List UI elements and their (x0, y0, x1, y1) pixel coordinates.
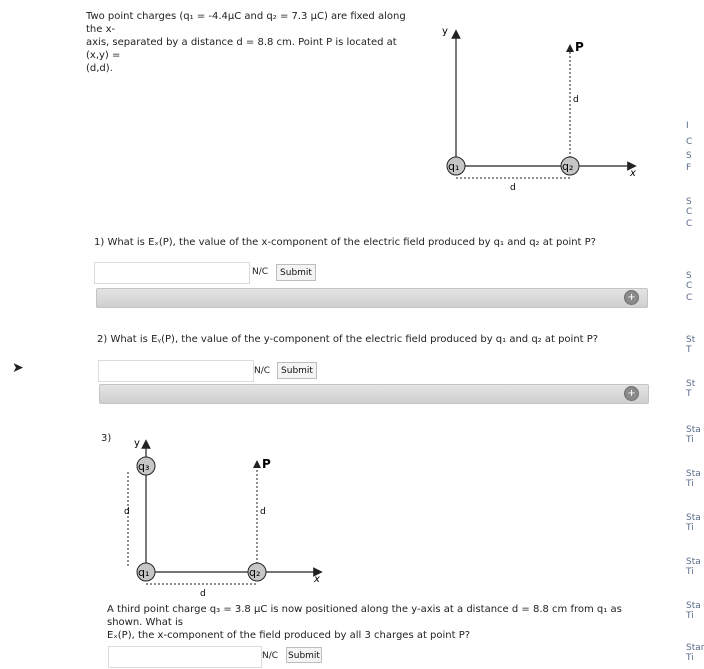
point-p-marker (253, 460, 261, 468)
question-3-number: 3) (101, 433, 112, 444)
sidebar-item[interactable]: C (686, 281, 693, 291)
y-axis-label: y (134, 438, 140, 449)
charge-q3-label: q₃ (138, 460, 150, 473)
sidebar-item[interactable]: T (686, 389, 692, 399)
sidebar-item[interactable]: Sta (686, 469, 701, 479)
sidebar-item[interactable]: Ti (686, 523, 694, 533)
figure-1-diagram (420, 18, 650, 198)
sidebar-item[interactable]: C (686, 293, 693, 303)
sidebar-item[interactable]: S (686, 271, 692, 281)
question-1-hint-bar[interactable] (96, 288, 648, 308)
question-1-answer-input[interactable] (94, 262, 250, 284)
plus-circle-icon[interactable]: + (624, 290, 639, 305)
question-2-unit: N/C (254, 366, 271, 376)
question-3-submit-button[interactable]: Submit (286, 647, 322, 663)
problem-line-2: axis, separated by a distance d = 8.8 cm. Point P is located at (x,y) = (86, 37, 397, 61)
question-2-hint-bar[interactable] (99, 384, 649, 404)
x-axis-label: x (314, 574, 320, 585)
sidebar-item[interactable]: Sta (686, 601, 701, 611)
x-axis-label: x (630, 168, 636, 179)
d-vertical-label: d (573, 95, 579, 105)
charge-q2-label: q₂ (562, 160, 574, 173)
sidebar-item[interactable]: T (686, 345, 692, 355)
sidebar-item[interactable]: I (686, 121, 689, 131)
y-axis-label: y (442, 26, 448, 37)
sidebar-item[interactable]: Ti (686, 567, 694, 577)
point-p-label: P (575, 40, 584, 54)
question-3-answer-input[interactable] (108, 646, 262, 668)
d-horizontal-label: d (510, 183, 516, 193)
charge-q2-label: q₂ (249, 566, 261, 579)
sidebar-item[interactable]: S (686, 151, 692, 161)
sidebar-item[interactable]: C (686, 207, 693, 217)
charge-q1-label: q₁ (138, 566, 150, 579)
sidebar-item[interactable]: Ti (686, 479, 694, 489)
point-p-label: P (262, 457, 271, 471)
question-1-number: 1) (94, 237, 105, 248)
sidebar-item[interactable]: F (686, 163, 692, 173)
question-3-text (107, 603, 647, 642)
sidebar-item[interactable]: C (686, 219, 693, 229)
sidebar-item[interactable]: Sta (686, 425, 701, 435)
problem-statement (86, 10, 416, 75)
sidebar-item[interactable]: C (686, 137, 693, 147)
sidebar-item[interactable]: Star (686, 643, 704, 653)
question-2-number: 2) (97, 334, 108, 345)
figure-2-diagram (114, 438, 334, 598)
sidebar-item[interactable]: S (686, 197, 692, 207)
question-1-text (94, 236, 614, 249)
d-bottom-label: d (200, 589, 206, 599)
d-right-label: d (260, 507, 266, 517)
question-2-text (97, 333, 617, 346)
question-1-prompt: What is Eₓ(P), the value of the x-component of the electric field produced by q₁ and q₂ at point P? (107, 237, 596, 248)
charge-q1-label: q₁ (448, 160, 460, 173)
cursor-arrow-icon: ➤ (12, 360, 24, 376)
question-1-submit-button[interactable]: Submit (276, 264, 316, 281)
d-left-label: d (124, 507, 130, 517)
question-1-unit: N/C (252, 267, 269, 277)
question-3-unit: N/C (262, 651, 279, 661)
problem-line-1: Two point charges (q₁ = -4.4μC and q₂ = 7.3 μC) are fixed along the x- (86, 11, 406, 35)
question-2-prompt: What is Eᵧ(P), the value of the y-component of the electric field produced by q₁ and q₂ at point P? (110, 334, 599, 345)
sidebar-item[interactable]: St (686, 335, 696, 345)
sidebar-item[interactable]: St (686, 379, 696, 389)
sidebar-item[interactable]: Ti (686, 653, 694, 663)
point-p-marker (566, 44, 574, 52)
question-3-line-1: A third point charge q₃ = 3.8 μC is now positioned along the y-axis at a distance d = 8.8 cm from q₁ as shown. What is (107, 604, 622, 628)
sidebar-item[interactable]: Sta (686, 513, 701, 523)
question-3-line-2: Eₓ(P), the x-component of the field produced by all 3 charges at point P? (107, 630, 471, 641)
sidebar-item[interactable]: Ti (686, 611, 694, 621)
sidebar-item[interactable]: Ti (686, 435, 694, 445)
question-2-submit-button[interactable]: Submit (277, 362, 317, 379)
question-2-answer-input[interactable] (98, 360, 254, 382)
plus-circle-icon[interactable]: + (624, 386, 639, 401)
problem-line-3: (d,d). (86, 63, 113, 74)
sidebar-item[interactable]: Sta (686, 557, 701, 567)
